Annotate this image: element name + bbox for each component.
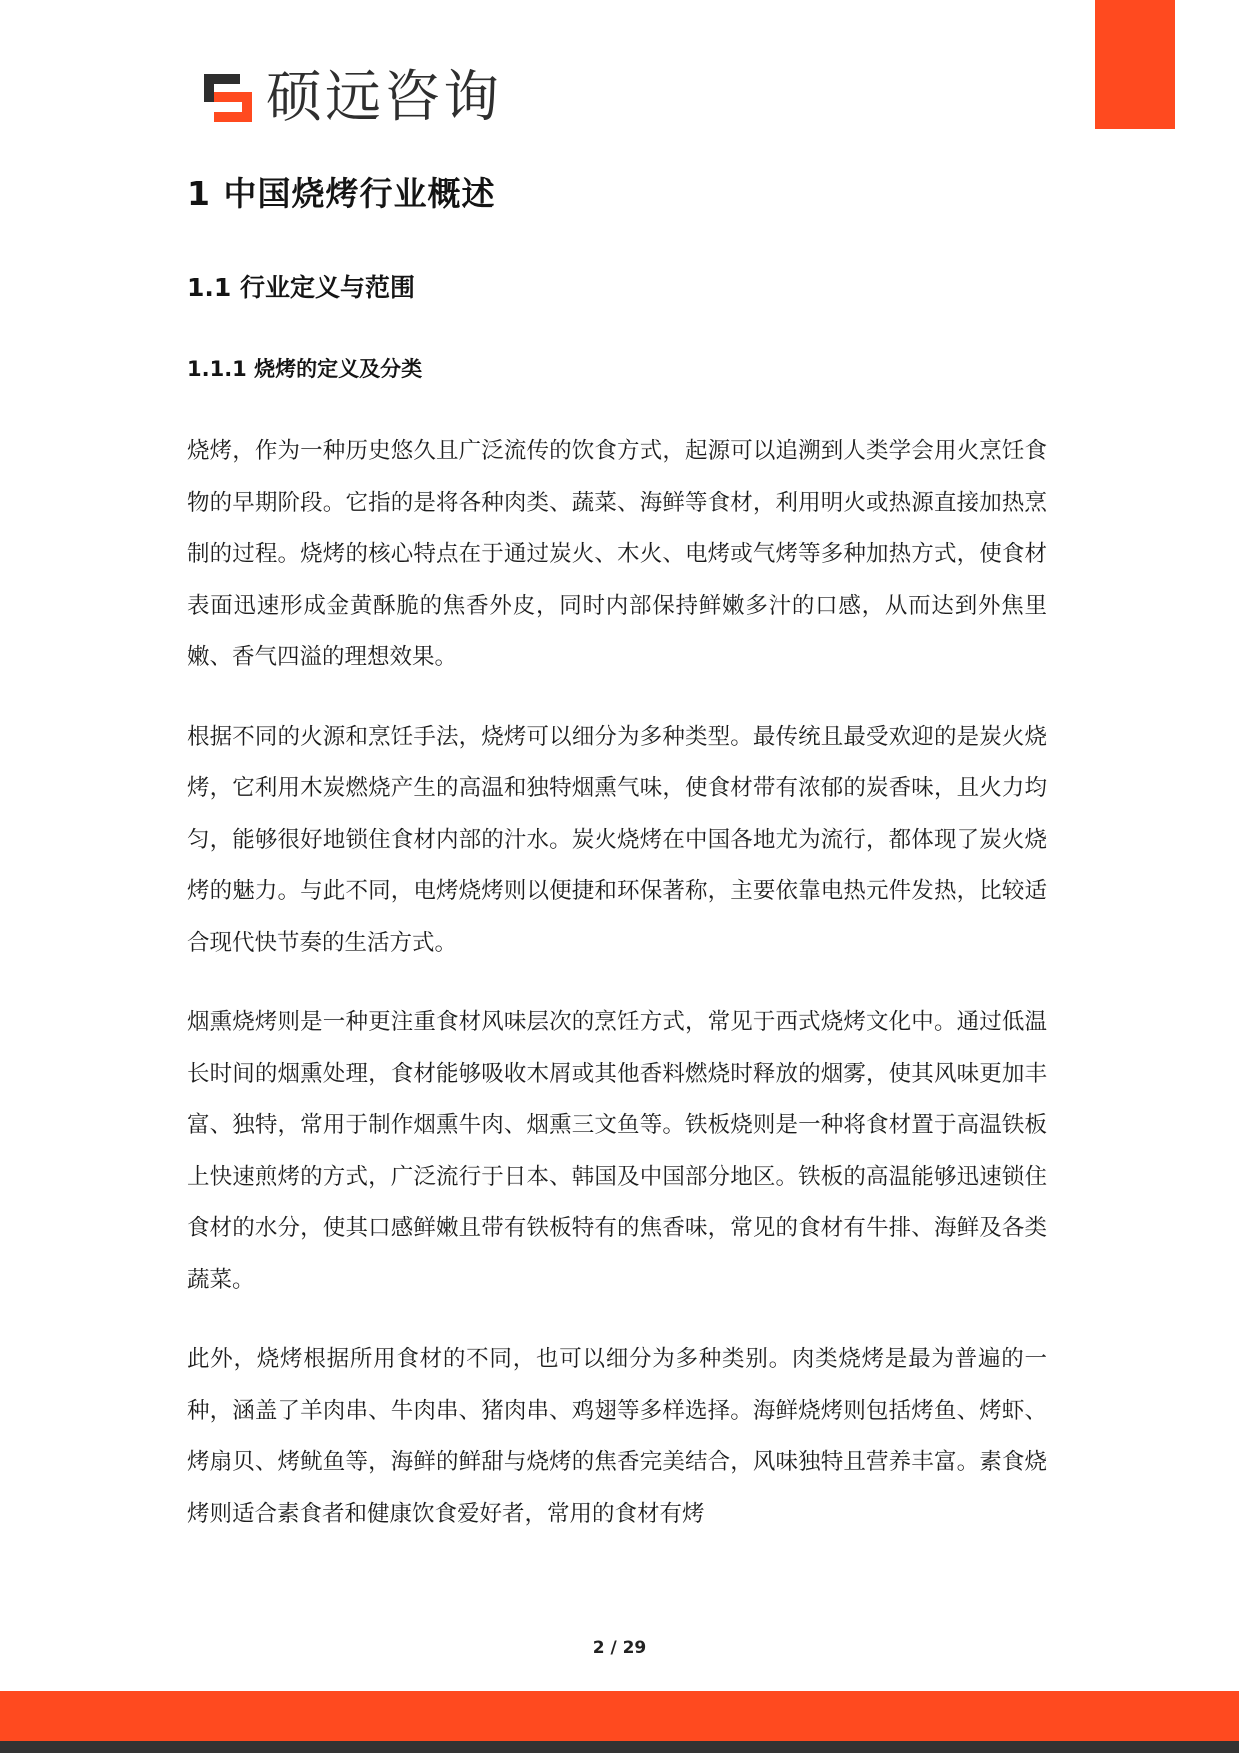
subsection-title: 1.1.1 烧烤的定义及分类 [187, 357, 423, 381]
corner-accent-tab [1095, 0, 1175, 129]
chapter-title: 1 中国烧烤行业概述 [187, 174, 496, 213]
brand-logo [200, 66, 502, 130]
page-number: 2 / 29 [592, 1638, 647, 1658]
document-body [187, 168, 1047, 1568]
paragraph: 根据不同的火源和烹饪手法，烧烤可以细分为多种类型。最传统且最受欢迎的是炭火烧烤，它利用木炭燃烧产生的高温和独特烟熏气味，使食材带有浓郁的炭香味，且火力均匀，能够很好地锁住食材内部的汁水。炭火烧烤在中国各地尤为流行，都体现了炭火烧烤的魅力。与此不同，电烤烧烤则以便捷和环保著称，主要依靠电热元件发热，比较适合现代快节奏的生活方式。 [187, 723, 1047, 956]
paragraph: 烧烤，作为一种历史悠久且广泛流传的饮食方式，起源可以追溯到人类学会用火烹饪食物的早期阶段。它指的是将各种肉类、蔬菜、海鲜等食材，利用明火或热源直接加热烹制的过程。烧烤的核心特点在于通过炭火、木火、电烤或气烤等多种加热方式，使食材表面迅速形成金黄酥脆的焦香外皮，同时内部保持鲜嫩多汁的口感，从而达到外焦里嫩、香气四溢的理想效果。 [187, 438, 1047, 670]
section-title: 1.1 行业定义与范围 [187, 273, 415, 302]
footer-dark-strip [0, 1741, 1239, 1753]
footer-accent-bar [0, 1691, 1239, 1741]
paragraph: 烟熏烧烤则是一种更注重食材风味层次的烹饪方式，常见于西式烧烤文化中。通过低温长时间的烟熏处理，食材能够吸收木屑或其他香料燃烧时释放的烟雾，使其风味更加丰富、独特，常用于制作烟熏牛肉、烟熏三文鱼等。铁板烧则是一种将食材置于高温铁板上快速煎烤的方式，广泛流行于日本、韩国及中国部分地区。铁板的高温能够迅速锁住食材的水分，使其口感鲜嫩且带有铁板特有的焦香味，常见的食材有牛排、海鲜及各类蔬菜。 [187, 1009, 1047, 1293]
paragraph-group [187, 426, 1047, 1540]
paragraph: 此外，烧烤根据所用食材的不同，也可以细分为多种类别。肉类烧烤是最为普遍的一种，涵盖了羊肉串、牛肉串、猪肉串、鸡翅等多样选择。海鲜烧烤则包括烤鱼、烤虾、烤扇贝、烤鱿鱼等，海鲜的鲜甜与烧烤的焦香完美结合，风味独特且营养丰富。素食烧烤则适合素食者和健康饮食爱好者，常用的食材有烤 [187, 1346, 1047, 1527]
brand-name: 硕远咨询 [266, 65, 502, 130]
sy-logo-icon [200, 70, 258, 126]
